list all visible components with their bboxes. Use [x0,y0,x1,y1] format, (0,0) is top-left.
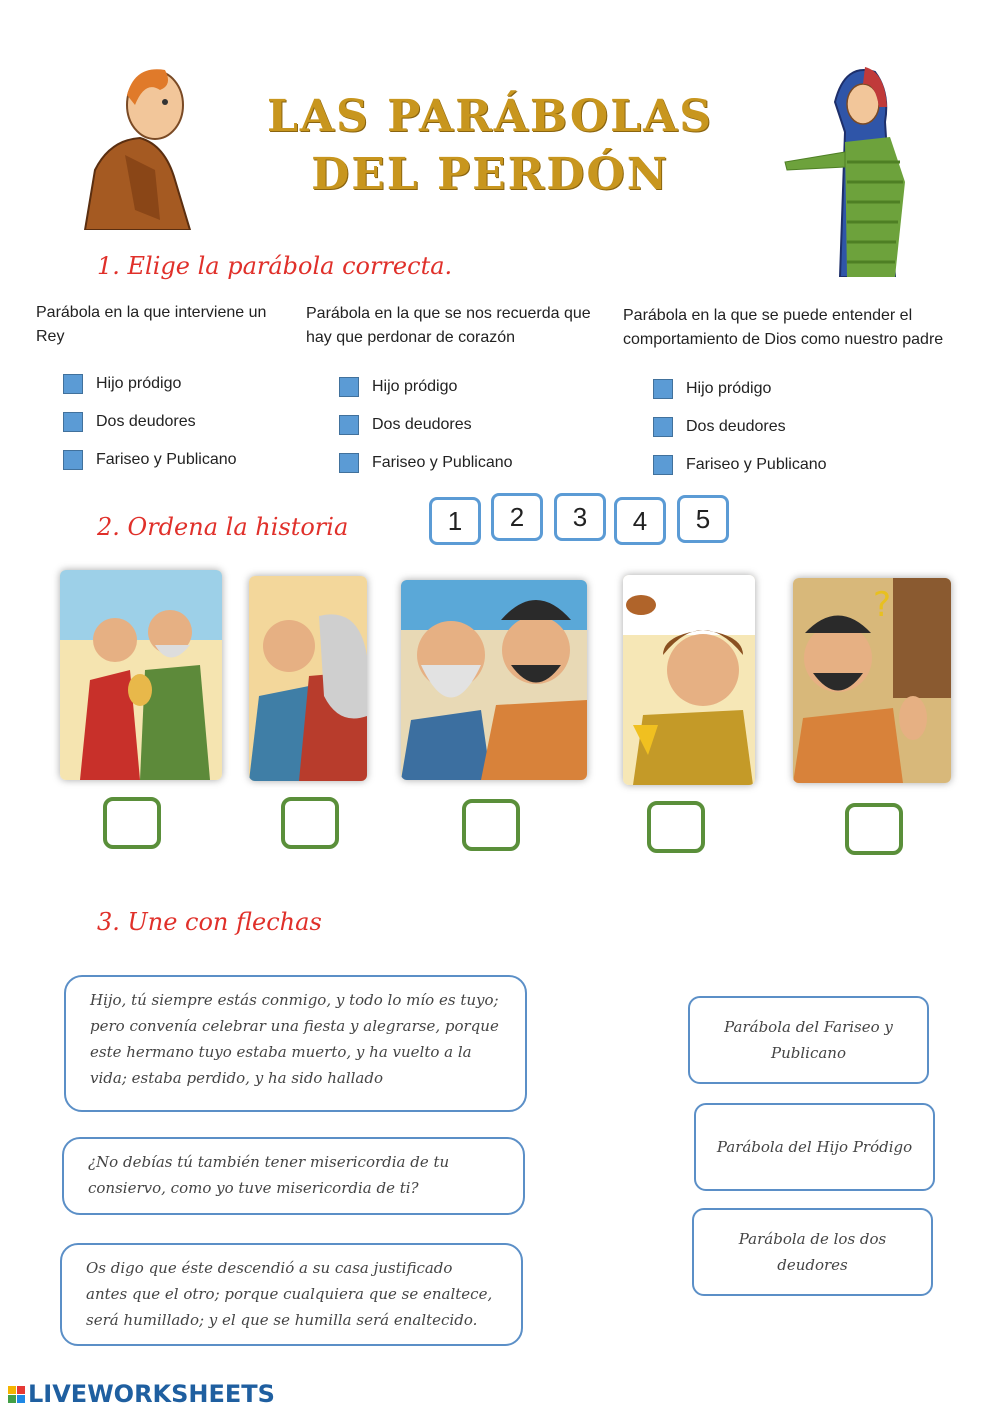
question-1-option-3[interactable]: Fariseo y Publicano [63,441,286,479]
checkbox[interactable] [339,453,359,473]
question-3-option-1[interactable]: Hijo pródigo [653,370,983,408]
title-line-2: DEL PERDÓN [311,149,669,200]
question-1 [36,301,286,479]
order-number-2[interactable]: 2 [491,493,543,541]
checkbox[interactable] [653,455,673,475]
checkbox[interactable] [653,379,673,399]
question-2-option-1[interactable]: Hijo pródigo [339,368,596,406]
question-3-option-2[interactable]: Dos deudores [653,408,983,446]
quote-box-1[interactable]: Hijo, tú siempre estás conmigo, y todo lo mío es tuyo; pero convenía celebrar una fiesta y alegrarse, porque este hermano tuyo estaba muerto, y ha vuelto a la vida; estaba perdido, y ha sido hallado [64,975,527,1112]
order-number-4[interactable]: 4 [614,497,666,545]
svg-text:?: ? [873,585,892,625]
question-2-prompt: Parábola en la que se nos recuerda que hay que perdonar de corazón [306,305,591,346]
question-1-option-2[interactable]: Dos deudores [63,403,286,441]
order-answer-box-2[interactable] [281,797,339,849]
question-3 [623,304,983,484]
checkbox[interactable] [63,374,83,394]
story-picture-hunger [623,575,755,785]
liveworksheets-grid-icon [8,1386,25,1403]
story-picture-embrace [249,576,367,781]
woman-pointing-illustration [775,62,930,277]
story-picture-angry-brother [793,578,951,783]
answer-dos-deudores[interactable]: Parábola de los dos deudores [692,1208,933,1296]
order-answer-box-3[interactable] [462,799,520,851]
worksheet-title [230,88,750,204]
question-2-option-2[interactable]: Dos deudores [339,406,596,444]
story-picture-return [60,570,222,780]
answer-fariseo-publicano[interactable]: Parábola del Fariseo y Publicano [688,996,929,1084]
order-number-3[interactable]: 3 [554,493,606,541]
answer-hijo-prodigo[interactable]: Parábola del Hijo Pródigo [694,1103,935,1191]
question-2 [306,302,596,482]
brand-name: LIVEWORKSHEETS [28,1380,275,1408]
order-answer-box-4[interactable] [647,801,705,853]
checkbox[interactable] [339,415,359,435]
story-picture-brother [401,580,587,780]
section-3-heading: 3. Une con flechas [97,908,322,936]
section-2-heading: 2. Ordena la historia [97,513,349,541]
quote-box-3[interactable]: Os digo que éste descendió a su casa justificado antes que el otro; porque cualquiera que se enaltece, será humillado; y el que se humilla será enaltecido. [60,1243,523,1346]
quote-box-2[interactable]: ¿No debías tú también tener misericordia de tu consiervo, como yo tuve misericordia de ti? [62,1137,525,1215]
question-3-prompt: Parábola en la que se puede entender el comportamiento de Dios como nuestro padre [623,307,944,348]
checkbox[interactable] [63,412,83,432]
checkbox[interactable] [339,377,359,397]
man-praying-illustration [65,60,195,230]
question-3-option-3[interactable]: Fariseo y Publicano [653,446,983,484]
question-1-option-1[interactable]: Hijo pródigo [63,365,286,403]
question-2-option-3[interactable]: Fariseo y Publicano [339,444,596,482]
order-answer-box-1[interactable] [103,797,161,849]
section-1-heading: 1. Elige la parábola correcta. [97,252,453,280]
order-number-1[interactable]: 1 [429,497,481,545]
liveworksheets-logo [8,1380,275,1408]
checkbox[interactable] [653,417,673,437]
title-line-1: LAS PARÁBOLAS [266,91,714,142]
order-answer-box-5[interactable] [845,803,903,855]
question-1-prompt: Parábola en la que interviene un Rey [36,304,267,345]
checkbox[interactable] [63,450,83,470]
order-number-5[interactable]: 5 [677,495,729,543]
